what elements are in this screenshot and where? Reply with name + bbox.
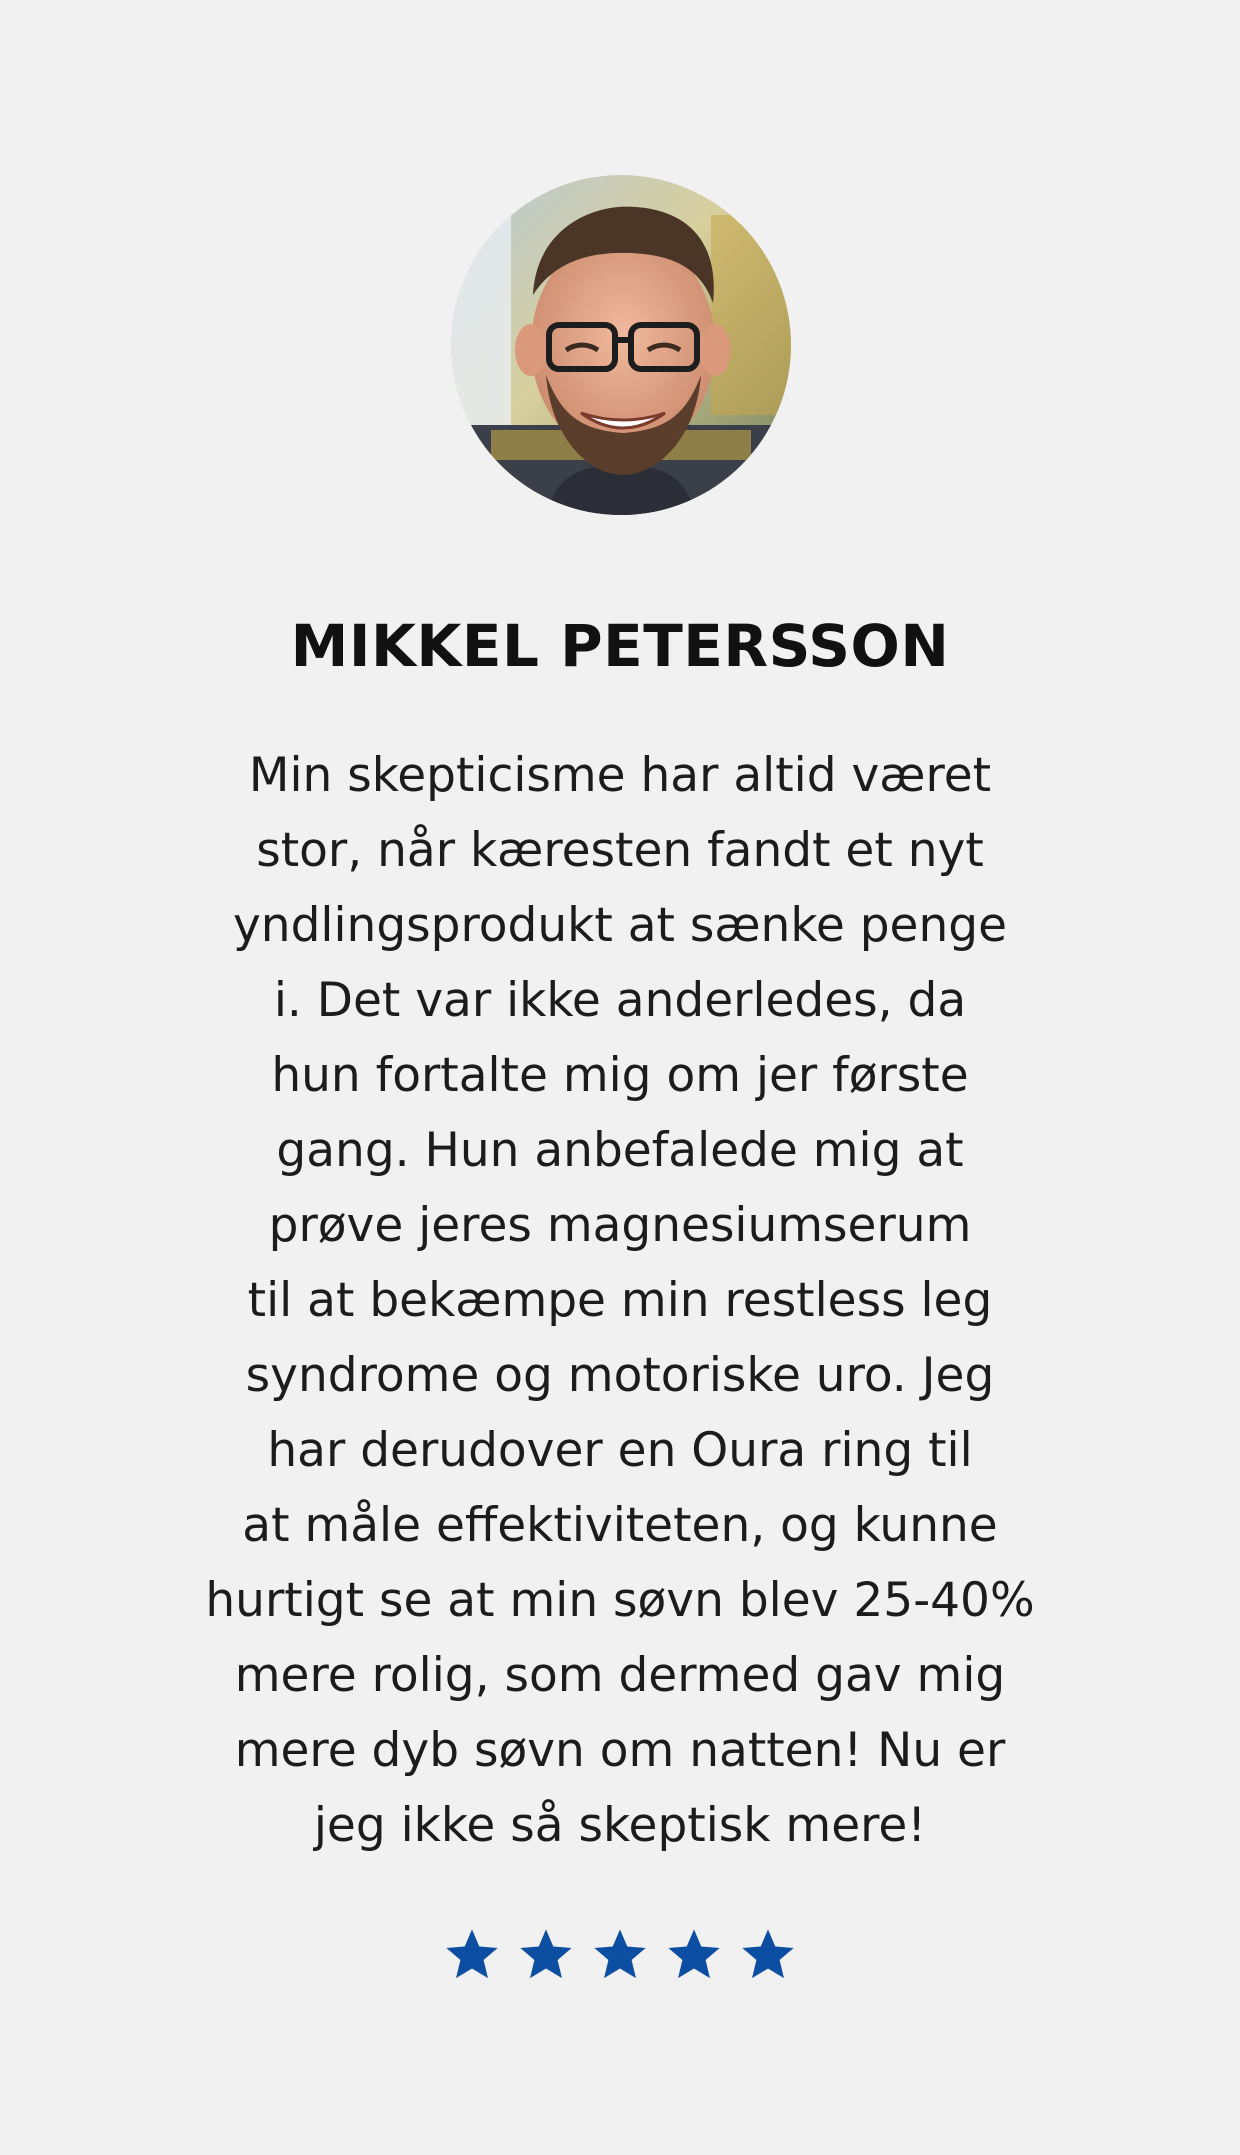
quote-line: syndrome og motoriske uro. Jeg (245, 1348, 995, 1403)
quote-line: mere rolig, som dermed gav mig (234, 1648, 1006, 1703)
quote-line: mere dyb søvn om natten! Nu er (234, 1723, 1006, 1778)
quote-line: at måle effektiviteten, og kunne (242, 1498, 998, 1553)
testimonial-quote (160, 738, 1080, 1863)
quote-line: gang. Hun anbefalede mig at (276, 1123, 964, 1178)
quote-line: har derudover en Oura ring til (267, 1423, 973, 1478)
quote-line: stor, når kæresten fandt et nyt (256, 823, 984, 878)
quote-line: jeg ikke så skeptisk mere! (313, 1798, 927, 1853)
reviewer-name: MIKKEL PETERSSON (290, 612, 950, 680)
star-icon (665, 1925, 723, 1983)
quote-line: Min skepticisme har altid været (248, 748, 992, 803)
avatar (451, 175, 791, 515)
quote-line: hun fortalte mig om jer første (271, 1048, 969, 1103)
quote-line: prøve jeres magnesiumserum (268, 1198, 972, 1253)
avatar-photo (451, 175, 791, 515)
star-icon (591, 1925, 649, 1983)
quote-line: hurtigt se at min søvn blev 25-40% (205, 1573, 1035, 1628)
star-rating (0, 1925, 1240, 2005)
quote-line: i. Det var ikke anderledes, da (273, 973, 967, 1028)
star-icon (517, 1925, 575, 1983)
quote-line: yndlingsprodukt at sænke penge (232, 898, 1008, 953)
star-icon (443, 1925, 501, 1983)
star-icon (739, 1925, 797, 1983)
quote-line: til at bekæmpe min restless leg (247, 1273, 993, 1328)
